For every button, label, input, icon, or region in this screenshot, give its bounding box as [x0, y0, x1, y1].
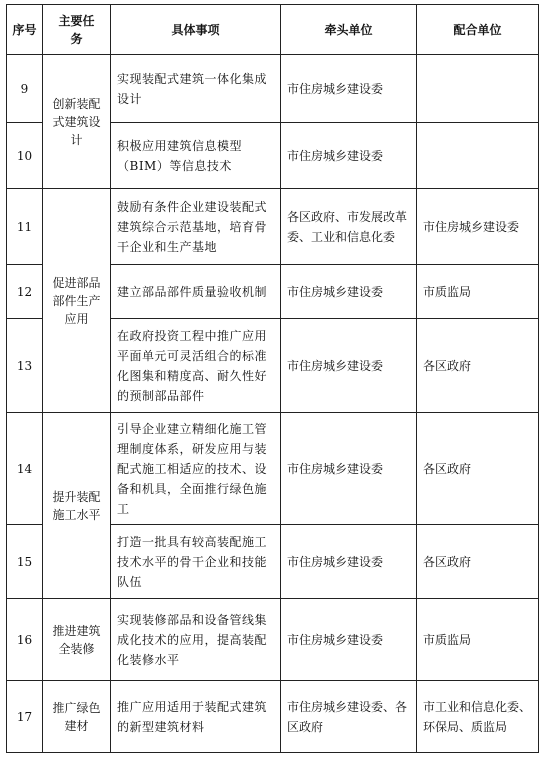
row-num: 11 [7, 189, 43, 265]
header-num: 序号 [7, 5, 43, 55]
table-row [7, 599, 539, 681]
table-row [7, 681, 539, 753]
item-cell: 鼓励有条件企业建设装配式建筑综合示范基地，培育骨干企业和生产基地 [111, 189, 281, 265]
task-cell: 提升装配施工水平 [43, 413, 111, 599]
header-item: 具体事项 [111, 5, 281, 55]
item-cell: 实现装配式建筑一体化集成设计 [111, 55, 281, 123]
task-table [6, 4, 539, 753]
co-cell [417, 55, 539, 123]
item-cell: 推广应用适用于装配式建筑的新型建筑材料 [111, 681, 281, 753]
item-cell: 实现装修部品和设备管线集成化技术的应用，提高装配化装修水平 [111, 599, 281, 681]
header-row [7, 5, 539, 55]
row-num: 9 [7, 55, 43, 123]
co-cell: 各区政府 [417, 319, 539, 413]
header-task-label: 主要任务 [58, 13, 95, 46]
item-cell: 在政府投资工程中推广应用平面单元可灵活组合的标准化图集和精度高、耐久性好的预制部品部件 [111, 319, 281, 413]
row-num: 15 [7, 525, 43, 599]
item-cell: 建立部品部件质量验收机制 [111, 265, 281, 319]
lead-cell: 各区政府、市发展改革委、工业和信息化委 [281, 189, 417, 265]
task-cell: 创新装配式建筑设计 [43, 55, 111, 189]
header-lead: 牵头单位 [281, 5, 417, 55]
item-cell: 引导企业建立精细化施工管理制度体系，研发应用与装配式施工相适应的技术、设备和机具，全面推行绿色施工 [111, 413, 281, 525]
lead-cell: 市住房城乡建设委 [281, 525, 417, 599]
lead-cell: 市住房城乡建设委 [281, 413, 417, 525]
co-cell: 各区政府 [417, 413, 539, 525]
co-cell [417, 123, 539, 189]
lead-cell: 市住房城乡建设委 [281, 265, 417, 319]
table-row [7, 55, 539, 123]
co-cell: 市工业和信息化委、环保局、质监局 [417, 681, 539, 753]
table-row [7, 189, 539, 265]
item-cell: 积极应用建筑信息模型（BIM）等信息技术 [111, 123, 281, 189]
co-cell: 各区政府 [417, 525, 539, 599]
task-cell: 促进部品部件生产应用 [43, 189, 111, 413]
lead-cell: 市住房城乡建设委 [281, 55, 417, 123]
header-co: 配合单位 [417, 5, 539, 55]
co-cell: 市住房城乡建设委 [417, 189, 539, 265]
lead-cell: 市住房城乡建设委、各区政府 [281, 681, 417, 753]
co-cell: 市质监局 [417, 265, 539, 319]
row-num: 13 [7, 319, 43, 413]
task-cell: 推进建筑全装修 [43, 599, 111, 681]
co-cell: 市质监局 [417, 599, 539, 681]
lead-cell: 市住房城乡建设委 [281, 319, 417, 413]
item-cell: 打造一批具有较高装配施工技术水平的骨干企业和技能队伍 [111, 525, 281, 599]
task-cell: 推广绿色建材 [43, 681, 111, 753]
header-task [43, 5, 111, 55]
row-num: 17 [7, 681, 43, 753]
row-num: 12 [7, 265, 43, 319]
row-num: 16 [7, 599, 43, 681]
lead-cell: 市住房城乡建设委 [281, 599, 417, 681]
lead-cell: 市住房城乡建设委 [281, 123, 417, 189]
table-row [7, 413, 539, 525]
row-num: 10 [7, 123, 43, 189]
row-num: 14 [7, 413, 43, 525]
